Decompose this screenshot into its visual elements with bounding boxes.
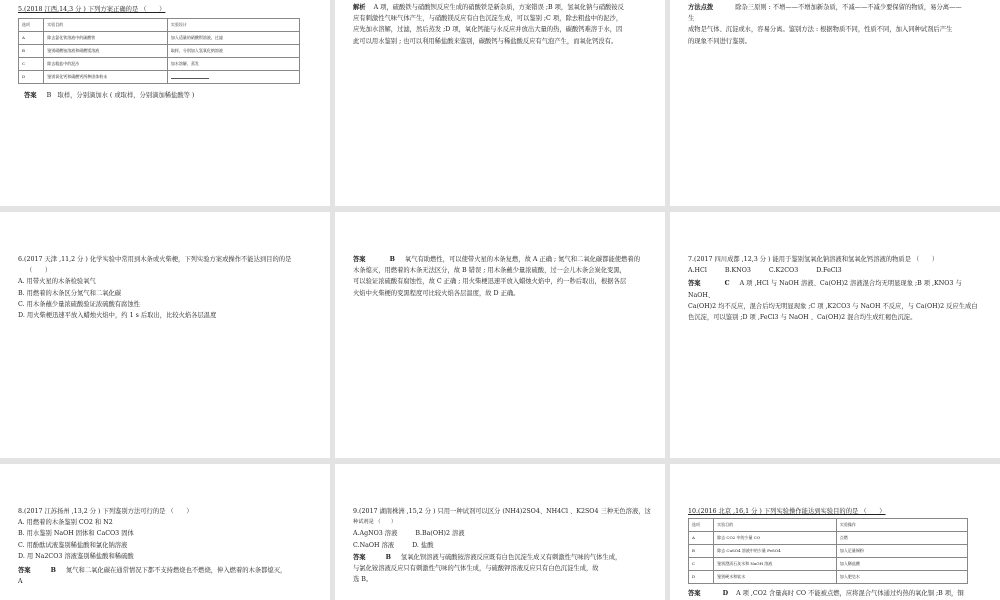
answer-letter: B — [389, 256, 395, 263]
table-header-row — [689, 519, 968, 532]
table-row — [689, 571, 968, 584]
option-a: A. 用带火星的木条检验氧气 — [18, 278, 96, 286]
table-cell: 选项 — [689, 519, 714, 532]
question-10-text: 10.(2016 北京 ,16,1 分 ) 下列实验操作能达到实验目的的是 （ ） — [688, 508, 886, 515]
answer-line — [353, 254, 651, 265]
method-text: 成物是气体、沉淀或水，容易分离。鉴别方法 : 根据物质不同，性质不同，加入同种试剂后产生 — [688, 26, 953, 34]
table-row — [689, 545, 968, 558]
question-7-text: 7.(2017 四川成都 ,12,3 分 ) 能用于鉴别氢氧化钠溶液和氢氧化钙溶液的物质是 （ ） — [688, 256, 939, 263]
table-cell: 实验目的 — [44, 19, 168, 32]
table-cell: B — [689, 545, 714, 558]
table-row — [19, 45, 300, 58]
analysis-label: 解析 — [353, 4, 366, 11]
answer-text: 可以验证浓硫酸有腐蚀性，故 C 正确 ; 用火柴梗迅速平放入蜡烛火焰中，约一秒后取出，根据各层 — [353, 278, 627, 286]
card-question-7 — [670, 212, 1000, 458]
table-header-row — [19, 19, 300, 32]
analysis-text: A 项，硫酸铁与硝酸钡反应生成的硝酸铁是新杂质，方案错误 ;B 项，氢氧化钠与硝酸铵反 — [373, 4, 624, 11]
table-row — [689, 558, 968, 571]
option-b: B.Ba(OH)2 溶液 — [415, 530, 465, 538]
option-d: D. 用 Na2CO3 溶液鉴别稀盐酸和稀硫酸 — [18, 552, 134, 560]
table-row — [19, 32, 300, 45]
method-text: 生 — [688, 15, 695, 23]
table-cell: 实验目的 — [714, 519, 837, 532]
answer-text: B 取样，分别滴加水 ( 或取样，分别滴加稀盐酸等 ) — [46, 92, 195, 100]
table-cell: 鉴别硬水和软水 — [714, 571, 837, 584]
table-cell: 加入肥皂水 — [836, 571, 967, 584]
table-cell: A — [19, 32, 44, 45]
answer-text: 木条熄灭，用燃着的木条无法区分，故 B 错误 ; 用木条蘸少量浓硫酸，过一会儿木条会炭化变黑， — [353, 267, 626, 275]
answer-letter: B — [385, 553, 391, 561]
table-row — [19, 58, 300, 71]
answer-label: 答案 — [18, 567, 31, 575]
option-b: B. 用燃着的木条区分氮气和二氧化碳 — [18, 289, 122, 297]
answer-text: 氮气和二氧化碳在通常情况下都不支持燃烧也不燃烧，伸入燃着的木条都熄灭， — [65, 567, 287, 575]
answer-text: 色沉淀，可以鉴别 ;D 项 ,FeCl3 与 NaOH 、Ca(OH)2 混合均生成红褐色沉淀。 — [688, 314, 917, 322]
question-5-table — [18, 18, 300, 84]
table-cell: 取样，分别加入氢氧化钠溶液 — [167, 45, 299, 58]
table-cell: 实验设计 — [167, 19, 299, 32]
answer-text: 氧气有助燃性，可以使带火星的木条复燃，故 A 正确 ; 氮气和二氧化碳都能使燃着的 — [404, 256, 640, 263]
analysis-line — [353, 2, 651, 13]
answer-label: 答案 — [688, 280, 701, 288]
analysis-text: 应有刺激性气味气体产生，与硝酸镁反应有白色沉淀生成，可以鉴别 ;C 项，除去粗盐中的泥沙， — [353, 15, 623, 23]
table-cell: 鉴别硝酸铵溶液和硝酸镁溶液 — [44, 45, 168, 58]
option-a: A. 用燃着的木条鉴别 CO2 和 N2 — [18, 519, 113, 527]
table-cell: D — [19, 71, 44, 84]
analysis-text: 应先加水溶解，过滤，然后蒸发 ;D 项，氧化钙能与水反应并放出大量的热，碳酸钙难溶于水，因 — [353, 26, 623, 34]
table-cell: B — [19, 45, 44, 58]
card-analysis-5 — [335, 0, 665, 206]
table-cell: 除去 CO2 中的少量 CO — [714, 532, 837, 545]
option-d: D. 用火柴梗迅速平放入蜡烛火焰中，约 1 s 后取出，比较火焰各层温度 — [18, 312, 217, 320]
option-d: D. 盐酸 — [412, 541, 434, 549]
table-cell: 加入稀盐酸 — [836, 558, 967, 571]
answer-text: Ca(OH)2 均不反应，混合后均无明显现象 ;C 项 ,K2CO3 与 NaOH 不反应，与 Ca(OH)2 反应生成白 — [688, 302, 978, 310]
answer-text: 与氯化铵溶液反应只有刺激性气味的气体生成，与硫酸钾溶液反应只有白色沉淀生成，故 — [353, 565, 599, 573]
table-cell: 选项 — [19, 19, 44, 32]
card-answer-6 — [335, 212, 665, 458]
answer-label: 答案 — [353, 256, 366, 263]
question-8-text: 8.(2017 江苏扬州 ,13,2 分 ) 下列鉴别方法可行的是 （ ） — [18, 508, 193, 515]
option-a: A.HCl — [688, 267, 707, 275]
answer-text: 选 B。 — [353, 576, 373, 584]
question-9-text-cont: 种试剂是 （ ） — [353, 519, 397, 526]
analysis-text: 此可以用水鉴别 ; 也可以利用稀盐酸来鉴别，碳酸钙与稀盐酸反应有气泡产生，而氧化钙没有。 — [353, 37, 618, 45]
answer-letter: D — [722, 590, 729, 598]
card-question-6 — [0, 212, 330, 458]
option-a: A.AgNO3 溶液 — [353, 530, 398, 538]
table-cell: 鉴别澄清石灰水和 NaOH 溶液 — [714, 558, 837, 571]
answer-label: 答案 — [353, 553, 366, 561]
answer-label: 答案 — [688, 590, 701, 598]
question-6-paren: （ ） — [26, 267, 52, 275]
options-row-2 — [353, 540, 651, 551]
options-row-1 — [353, 528, 651, 539]
card-question-5 — [0, 0, 330, 206]
answer-text: A — [18, 578, 23, 586]
table-cell: 鉴别氧化钙和碳酸钙两种固体粉末 — [44, 71, 168, 84]
table-cell: C — [19, 58, 44, 71]
option-b: B.KNO3 — [724, 267, 751, 275]
card-question-8 — [0, 464, 330, 600]
answer-blank — [171, 73, 209, 79]
card-question-9 — [335, 464, 665, 600]
question-6-text: 6.(2017 天津 ,11,2 分 ) 化学实验中常用到木条或火柴梗，下列实验方案或操作不能达到目的的是 — [18, 256, 292, 263]
method-label: 方法点拨 — [688, 4, 714, 11]
table-cell: 加入适量的硝酸钡溶液，过滤 — [167, 32, 299, 45]
answer-text: A 项 ,CO2 含量高时 CO 不能被点燃，应将混合气体通过灼热的氧化铜 ;B 项，铜 — [736, 590, 964, 598]
answer-line — [24, 90, 316, 101]
answer-letter: C — [724, 280, 730, 288]
card-question-10 — [670, 464, 1000, 600]
table-row — [689, 532, 968, 545]
option-c: C. 用木条蘸少量浓硫酸验证浓硫酸有腐蚀性 — [18, 300, 140, 308]
question-10-table — [688, 518, 968, 584]
table-cell: 点燃 — [836, 532, 967, 545]
method-text: 的现象不同进行鉴别。 — [688, 37, 751, 45]
answer-line — [18, 565, 316, 576]
table-cell: 加水溶解，蒸发 — [167, 58, 299, 71]
table-cell: 除去氯化铁溶液中的硫酸铁 — [44, 32, 168, 45]
answer-line — [353, 552, 651, 563]
option-c: C.K2CO3 — [768, 267, 799, 275]
table-cell: A — [689, 532, 714, 545]
card-method-tip — [670, 0, 1000, 206]
table-cell: D — [689, 571, 714, 584]
answer-text: A 项 ,HCl 与 NaOH 溶液、Ca(OH)2 溶液混合均无明显现象 ;B 项 ,KNO3 与 NaOH、 — [688, 280, 962, 299]
question-9-text: 9.(2017 湖南株洲 ,15,2 分 ) 只用一种试剂可以区分 (NH4)2SO4、NH4Cl 、K2SO4 三种无色溶液，这 — [353, 508, 651, 515]
answer-line — [688, 278, 986, 300]
option-c: C. 用酚酞试液鉴别稀盐酸和氯化钠溶液 — [18, 541, 128, 549]
method-text: 除杂三原则 : 不增——不增加新杂质，不减——不减少要保留的物质，易分离—— — [735, 4, 962, 11]
question-7-options — [688, 265, 986, 276]
option-d: D.FeCl3 — [816, 267, 842, 275]
answer-text: 氢氧化钡溶液与硫酸铵溶液反应既有白色沉淀生成又有刺激性气味的气体生成， — [400, 553, 622, 561]
answer-line — [688, 588, 986, 599]
option-b: B. 用水鉴别 NaOH 固体和 CaCO3 固体 — [18, 530, 134, 538]
table-cell: 实验操作 — [836, 519, 967, 532]
answer-label: 答案 — [24, 92, 37, 100]
answer-letter: B — [50, 567, 56, 575]
table-cell: 除去 CuSO4 溶液中的少量 FeSO4 — [714, 545, 837, 558]
method-line — [688, 2, 986, 13]
table-cell: 加入足量铜粉 — [836, 545, 967, 558]
table-cell-blank — [167, 71, 299, 84]
table-row — [19, 71, 300, 84]
question-5-text: 5.(2018 江西,14,3 分 ) 下列方案正确的是 （ ） — [18, 6, 166, 13]
answer-text: 火焰中火柴梗的变黑程度可比较火焰各层温度，故 D 正确。 — [353, 289, 520, 297]
option-c: C.NaOH 溶液 — [353, 541, 395, 549]
table-cell: 除去粗盐中的泥沙 — [44, 58, 168, 71]
table-cell: C — [689, 558, 714, 571]
